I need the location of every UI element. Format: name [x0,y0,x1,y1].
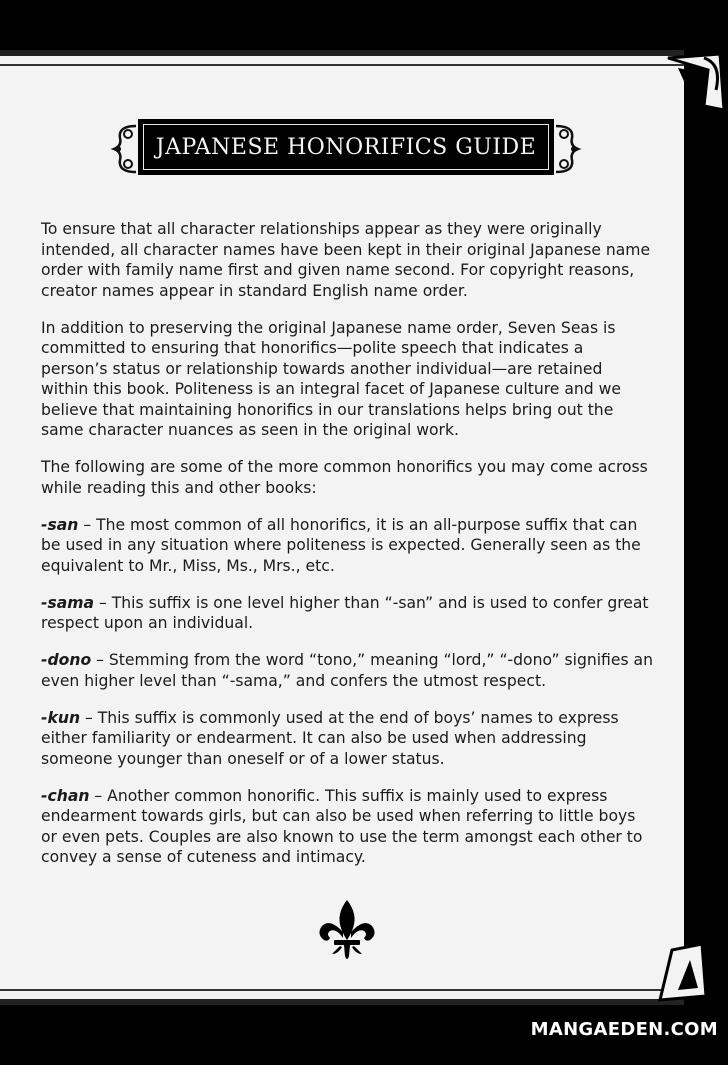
honorific-term: -sama [41,593,95,612]
corner-flourish-icon [650,930,714,1010]
intro-paragraph: To ensure that all character relationships appear as they were originally intended, all character names have been kept in their original Japanese name order with family name first and given name second. For copyright reasons, creator names appear in standard English name order. [41,220,651,300]
corner-flourish-icon [664,50,728,130]
fleur-de-lis-icon [316,898,378,964]
honorific-description: – Stemming from the word “tono,” meaning “lord,” “-dono” signifies an even higher level than “-sama,” and confers the utmost respect. [41,651,653,690]
honorific-description: – The most common of all honorifics, it is an all-purpose suffix that can be used in any situation where politeness is expected. Generally seen as the equivalent to Mr., Miss, Ms., Mrs., etc. [41,515,641,575]
honorific-term: -kun [41,708,81,727]
page-title: JAPANESE HONORIFICS GUIDE [155,135,537,160]
honorific-entry-dono [41,650,653,691]
scroll-ornament-icon [110,120,140,178]
honorific-term: -chan [41,786,90,805]
honorific-term: -san [41,515,79,534]
honorific-description: – Another common honorific. This suffix is mainly used to express endearment towards girls, but can also be used when referring to little boys or even pets. Couples are also known to use the term amongst each other to convey a sense of cuteness and intimacy. [41,786,643,866]
title-banner [110,117,582,181]
honorific-description: – This suffix is one level higher than “-san” and is used to confer great respect upon an individual. [41,593,649,632]
intro-paragraph: In addition to preserving the original Japanese name order, Seven Seas is committed to ensuring that honorifics—polite speech that indicates a person’s status or relationship towards another individual—are retained within this book. Politeness is an integral facet of Japanese culture and we believe that maintaining honorifics in our translations helps bring out the same character nuances as seen in the original work. [41,318,621,439]
honorific-term: -dono [41,651,92,669]
scroll-ornament-icon [552,120,582,178]
right-border [684,50,728,1005]
honorific-description: – This suffix is commonly used at the end of boys’ names to express either familiarity or endearment. It can also be used when addressing someone younger than oneself or of a lower status. [41,708,619,768]
watermark: MANGAEDEN.COM [530,1019,718,1040]
honorific-entry-kun [41,708,653,770]
honorific-entry-sama [41,593,653,634]
guide-body [41,219,653,884]
honorific-entry-chan [41,786,653,868]
intro-paragraph: The following are some of the more common honorifics you may come across while reading this and other books: [41,458,648,497]
title-box [138,119,554,175]
honorific-entry-san [41,515,653,577]
